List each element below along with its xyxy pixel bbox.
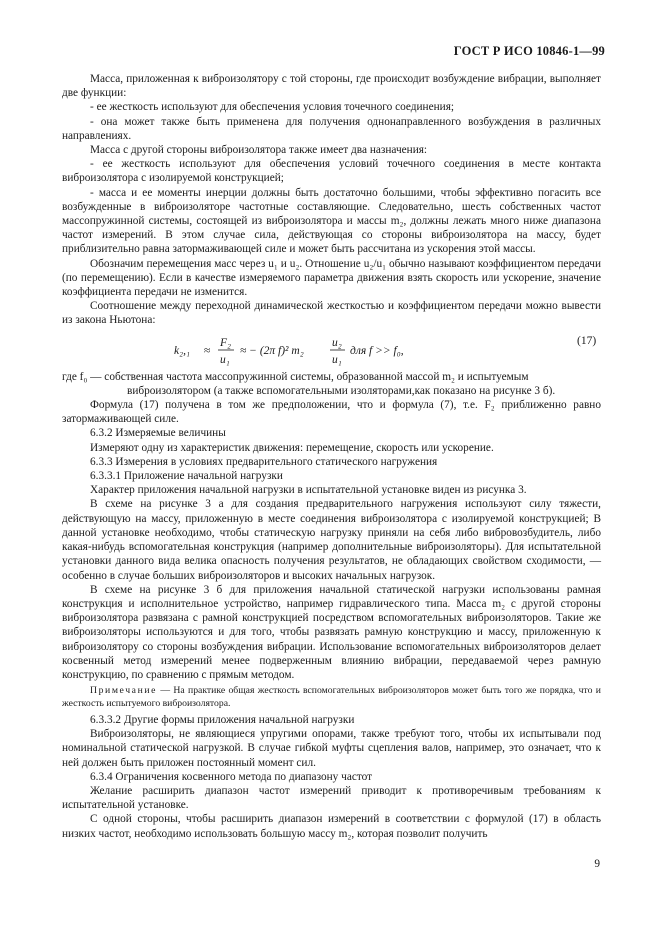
note xyxy=(62,685,601,710)
formula-denominator: u₁ xyxy=(220,353,230,366)
section-heading-6-3-3: 6.3.3 Измерения в условиях предварительного статического нагружения xyxy=(90,455,438,468)
section-heading-6-3-3-2: 6.3.3.2 Другие формы приложения начальной нагрузки xyxy=(90,713,355,726)
note-label: Примечание xyxy=(90,685,158,697)
formula-approx: ≈ xyxy=(204,344,211,357)
paragraph: Масса, приложенная к виброизолятору с той стороны, где происходит возбуждение вибрации, выполняет две функции: xyxy=(62,73,601,100)
note-text: — На практике общая жесткость вспомогательных виброизоляторов может быть того же порядка, что и жесткость испытуемого виброизолятора. xyxy=(62,685,601,709)
paragraph: - масса и ее моменты инерции должны быть достаточно большими, чтобы эффективно погасить все возбужденные в виброизоляторе частотные составляющие. Следовательно, шесть собственных частот массопружинной системы, состоящей из виброизолятора и массы m₂, должны лежать много ниже диапазона частот измерений. В этом случае сила, действующая со стороны виброизолятора на массу, будет приблизительно равна затормаживающей силе и может быть рассчитана из ускорения этой массы. xyxy=(62,186,601,256)
paragraph: - ее жесткость используют для обеспечения условия точечного соединения; xyxy=(90,101,455,114)
paragraph: Обозначим перемещения масс через u₁ и u₂. Отношение u₂/u₁ обычно называют коэффициентом передачи (по перемещению). Если в качестве измеряемого параметра движения взять скорость или ускорение, значение коэффициента передачи не изменится. xyxy=(62,257,601,299)
paragraph: - она может также быть применена для получения однонаправленного возбуждения в различных направлениях. xyxy=(62,115,601,142)
section-heading-6-3-2: 6.3.2 Измеряемые величины xyxy=(90,427,226,440)
formula-17 xyxy=(62,330,601,370)
formula-middle: ≈ − (2π f)² m₂ xyxy=(240,344,304,357)
document-code-header: ГОСТ Р ИСО 10846-1—99 xyxy=(453,44,605,58)
paragraph: Желание расширить диапазон частот измерений приводит к противоречивым требованиям к испытательной установке. xyxy=(62,784,601,812)
paragraph: Формула (17) получена в том же предположении, что и формула (7), т.е. F₂ приближенно равно затормаживающей силе. xyxy=(62,399,601,426)
formula-explanation-continued: виброизолятором (а также вспомогательными изоляторами,как показано на рисунке 3 б). xyxy=(127,384,556,397)
section-heading-6-3-3-1: 6.3.3.1 Приложение начальной нагрузки xyxy=(90,470,283,483)
paragraph: Масса с другой стороны виброизолятора также имеет два назначения: xyxy=(90,144,428,157)
formula-lhs: k₂,₁ xyxy=(174,344,190,357)
paragraph: В схеме на рисунке 3 б для приложения начальной статической нагрузки использованы рамная конструкция и исполнительное устройство, например гидравлического типа. Масса m₂ с другой стороны виброизолятора развязана с рамной конструкцией посредством вспомогательных виброизоляторов. Такие же виброизоляторы используются и для того, чтобы развязать рамную конструкцию и массу, приложенную к виброизолятору со стороны возбуждения вибрации. Использование вспомогательных виброизоляторов делает косвенный метод измерений менее подверженным влиянию вибрации, передаваемой через рамную конструкцию, по сравнению с прямым методом. xyxy=(62,583,601,681)
section-heading-6-3-4: 6.3.4 Ограничения косвенного метода по диапазону частот xyxy=(90,770,373,783)
formula-number: (17) xyxy=(577,334,597,347)
paragraph: В схеме на рисунке 3 а для создания предварительного нагружения используют силу тяжести, действующую на массу, приложенную в месте соединения виброизолятора с изолируемой конструкцией; В данной установке необходимо, чтобы статическую нагрузку приняли на себя либо вибровозбудитель, либо какая-нибудь вспомогательная конструкция (например дополнительные виброизоляторы). Для испытательной установки данного вида велика опасность получения результатов, не обладающих свойством сходимости, — особенно в случае больших виброизоляторов и высоких начальных нагрузок. xyxy=(62,498,601,582)
formula-condition: для f >> f₀, xyxy=(350,344,404,357)
paragraph: Виброизоляторы, не являющиеся упругими опорами, также требуют того, чтобы их испытывали под номинальной статической нагрузкой. В случае гибкой муфты сцепления валов, например, это означает, что к ней должен быть приложен постоянный момент сил. xyxy=(62,728,601,769)
formula-numerator: F₂ xyxy=(220,336,232,349)
document-body xyxy=(62,72,601,841)
formula-numerator-2: u₂ xyxy=(332,336,342,349)
paragraph: Характер приложения начальной нагрузки в испытательной установке виден из рисунка 3. xyxy=(90,484,527,497)
formula-denominator-2: u₁ xyxy=(332,353,342,366)
paragraph: - ее жесткость используют для обеспечения условий точечного соединения в месте контакта виброизолятора с изолируемой конструкцией; xyxy=(62,158,601,185)
formula-explanation: где f₀ — собственная частота массопружинной системы, образованной массой m₂ и испытуемым xyxy=(62,370,529,383)
paragraph: Измеряют одну из характеристик движения: перемещение, скорость или ускорение. xyxy=(90,441,494,454)
formula-graphic xyxy=(62,330,601,370)
paragraph: Соотношение между переходной динамической жесткостью и коэффициентом передачи можно вывести из закона Ньютона: xyxy=(62,300,601,327)
paragraph: С одной стороны, чтобы расширить диапазон измерений в соответствии с формулой (17) в область низких частот, необходимо использовать большую массу m₂, которая позволит получить xyxy=(62,813,601,840)
page-number: 9 xyxy=(594,858,600,870)
